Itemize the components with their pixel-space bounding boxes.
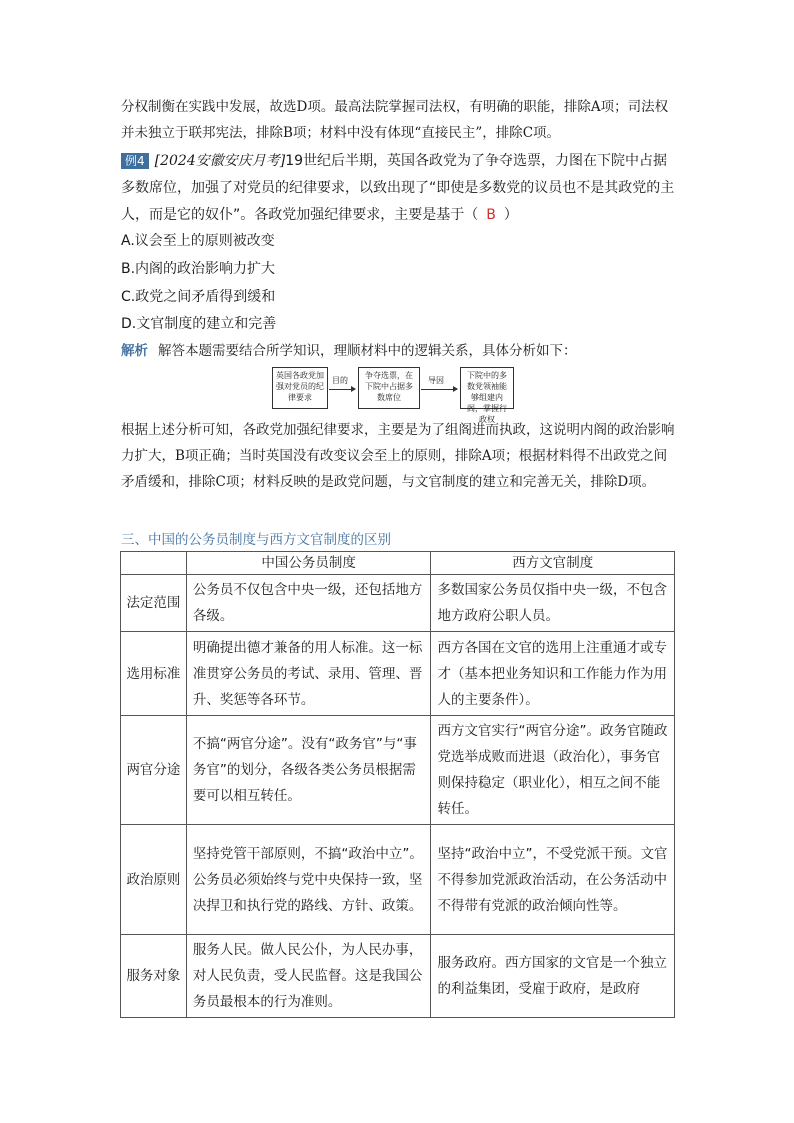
analysis-conclusion: 根据上述分析可知，各政党加强纪律要求，主要是为了组阁进而执政，这说明内阁的政治影响力扩大，B项正确；当时英国没有改变议会至上的原则，排除A项；根据材料得不出政党之间矛盾缓和，排除C项；材料反映的是政党问题，与文官制度的建立和完善无关，排除D项。 <box>121 422 675 490</box>
table-header-west: 西方文官制度 <box>431 552 675 575</box>
cell-west: 西方文官实行“两官分途”。政务官随政党选举成败而进退（政治化），事务官则保持稳定（职业化），相互之间不能转任。 <box>431 716 675 825</box>
answer-letter: B <box>486 207 496 223</box>
cell-west: 服务政府。西方国家的文官是一个独立的利益集团，受雇于政府，是政府 <box>431 935 675 1018</box>
row-label: 两官分途 <box>121 716 187 825</box>
table-row <box>121 632 675 716</box>
row-label: 政治原则 <box>121 825 187 935</box>
cell-china: 明确提出德才兼备的用人标准。这一标准贯穿公务员的考试、录用、管理、晋升、奖惩等各环节。 <box>186 632 431 716</box>
row-label: 法定范围 <box>121 575 187 632</box>
cell-west: 多数国家公务员仅指中央一级，不包含地方政府公职人员。 <box>431 575 675 632</box>
option-b: B.内阁的政治影响力扩大 <box>121 261 276 277</box>
question-end: ） <box>503 207 518 223</box>
row-label: 选用标准 <box>121 632 187 716</box>
example-tag: 例4 <box>121 153 149 169</box>
analysis-intro <box>121 338 677 364</box>
question-text: 19世纪后半期，英国各政党为了争夺选票，力图在下院中占据多数席位，加强了对党员的纪律要求，以致出现了“即使是多数党的议员也不是其政党的主人，而是它的奴仆”。各政党加强纪律要求，主要是基于（ <box>121 153 675 223</box>
option-c: C.政党之间矛盾得到缓和 <box>121 289 276 305</box>
cell-china: 坚持党管干部原则，不搞“政治中立”。公务员必须始终与党中央保持一致，坚决捍卫和执行党的路线、方针、政策。 <box>186 825 431 935</box>
cell-china: 不搞“两官分途”。没有“政务官”与“事务官”的划分，各级各类公务员根据需要可以相互转任。 <box>186 716 431 825</box>
cell-china: 公务员不仅包含中央一级，还包括地方各级。 <box>186 575 431 632</box>
analysis-label: 解析 <box>121 343 148 359</box>
cell-china: 服务人民。做人民公仆，为人民办事，对人民负责，受人民监督。这是我国公务员最根本的行为准则。 <box>186 935 431 1018</box>
row-label: 服务对象 <box>121 935 187 1018</box>
flow-arrow-label-1: 目的 <box>332 376 348 385</box>
option-a: A.议会至上的原则被改变 <box>121 233 275 249</box>
table-row <box>121 935 675 1018</box>
table-row <box>121 716 675 825</box>
section-title: 三、中国的公务员制度与西方文官制度的区别 <box>121 532 391 548</box>
flow-arrow-2 <box>421 389 457 390</box>
flow-arrow-label-2: 导因 <box>428 376 444 385</box>
cell-west: 坚持“政治中立”，不受党派干预。文官不得参加党派政治活动，在公务活动中不得带有党派的政治倾向性等。 <box>431 825 675 935</box>
flow-arrow-1 <box>329 389 355 390</box>
example-source: [2024安徽安庆月考] <box>154 153 286 169</box>
analysis-intro-text: 解答本题需要结合所学知识，理顺材料中的逻辑关系，具体分析如下： <box>158 343 577 359</box>
flow-diagram <box>272 365 514 424</box>
option-d: D.文官制度的建立和完善 <box>121 316 277 332</box>
table-header-china: 中国公务员制度 <box>186 552 431 575</box>
intro-paragraph: 分权制衡在实践中发展，故选D项。最高法院掌握司法权，有明确的职能，排除A项；司法权并未独立于联邦宪法，排除B项；材料中没有体现“直接民主”，排除C项。 <box>121 99 669 141</box>
table-row <box>121 825 675 935</box>
flow-box-3: 下院中的多数党领袖能够组建内阁，掌握行政权 <box>460 367 514 409</box>
table-header-row <box>121 552 675 575</box>
flow-box-2: 争夺选票，在下院中占据多数席位 <box>358 367 420 409</box>
table-header-empty <box>121 552 187 575</box>
table-row <box>121 575 675 632</box>
comparison-table <box>120 551 675 1018</box>
flow-box-1: 英国各政党加强对党员的纪律要求 <box>272 367 328 409</box>
example-question <box>121 148 677 229</box>
cell-west: 西方各国在文官的选用上注重通才或专才（基本把业务知识和工作能力作为用人的主要条件）。 <box>431 632 675 716</box>
